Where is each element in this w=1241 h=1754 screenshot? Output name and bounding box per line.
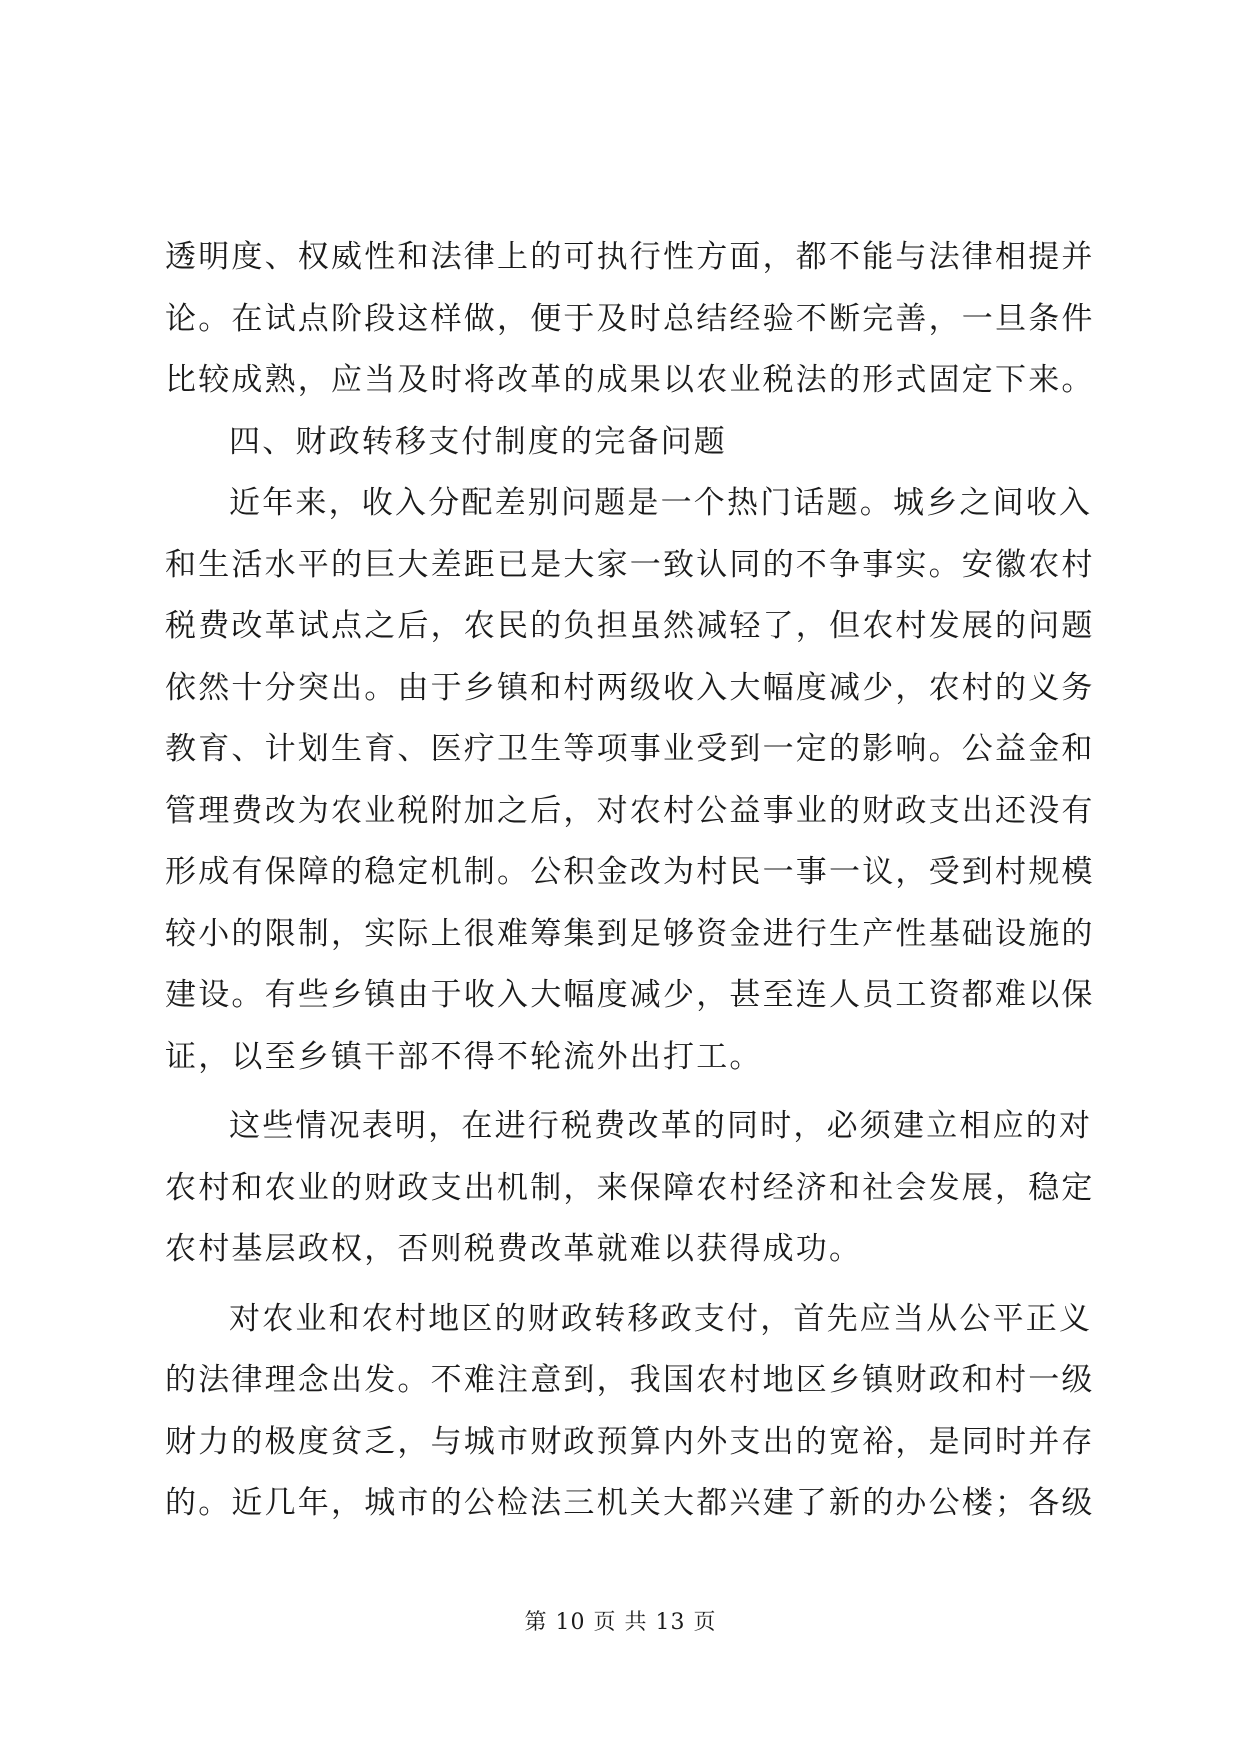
paragraph-continuation bbox=[165, 227, 1095, 412]
paragraph bbox=[165, 473, 1095, 1088]
text-line: 形成有保障的稳定机制。公积金改为村民一事一议，受到村规模 bbox=[165, 854, 1095, 890]
text-line: 农村和农业的财政支出机制，来保障农村经济和社会发展，稳定 bbox=[165, 1169, 1095, 1206]
text-line: 管理费改为农业税附加之后，对农村公益事业的财政支出还没有 bbox=[165, 792, 1095, 829]
text-line: 税费改革试点之后，农民的负担虽然减轻了，但农村发展的问题 bbox=[165, 608, 1095, 644]
text-line: 财力的极度贫乏，与城市财政预算内外支出的宽裕，是同时并存 bbox=[165, 1423, 1095, 1460]
text-line: 对农业和农村地区的财政转移政支付，首先应当从公平正义 bbox=[229, 1300, 1093, 1337]
paragraph bbox=[165, 1096, 1095, 1281]
text-line: 较小的限制，实际上很难筹集到足够资金进行生产性基础设施的 bbox=[165, 915, 1095, 952]
text-line: 的。近几年，城市的公检法三机关大都兴建了新的办公楼；各级 bbox=[165, 1485, 1095, 1521]
text-line: 依然十分突出。由于乡镇和村两级收入大幅度减少，农村的义务 bbox=[165, 669, 1095, 706]
page-footer bbox=[0, 1605, 1241, 1636]
heading-text: 四、财政转移支付制度的完备问题 bbox=[229, 423, 727, 460]
document-body bbox=[165, 227, 1095, 1535]
text-line: 近年来，收入分配差别问题是一个热门话题。城乡之间收入 bbox=[229, 485, 1093, 521]
text-line: 的法律理念出发。不难注意到，我国农村地区乡镇财政和村一级 bbox=[165, 1362, 1095, 1398]
text-line: 论。在试点阶段这样做，便于及时总结经验不断完善，一旦条件 bbox=[165, 300, 1095, 337]
section-heading bbox=[165, 412, 1085, 474]
text-line: 农村基层政权，否则税费改革就难以获得成功。 bbox=[165, 1231, 863, 1267]
text-line: 教育、计划生育、医疗卫生等项事业受到一定的影响。公益金和 bbox=[165, 731, 1095, 767]
text-line: 和生活水平的巨大差距已是大家一致认同的不争事实。安徽农村 bbox=[165, 546, 1095, 583]
text-line: 建设。有些乡镇由于收入大幅度减少，甚至连人员工资都难以保 bbox=[165, 977, 1095, 1013]
text-line: 透明度、权威性和法律上的可执行性方面，都不能与法律相提并 bbox=[165, 239, 1095, 275]
page-number-label: 第 10 页 共 13 页 bbox=[524, 1610, 717, 1635]
text-line: 这些情况表明，在进行税费改革的同时，必须建立相应的对 bbox=[229, 1108, 1093, 1144]
text-line: 比较成熟，应当及时将改革的成果以农业税法的形式固定下来。 bbox=[165, 362, 1095, 398]
paragraph bbox=[165, 1289, 1095, 1535]
text-line: 证，以至乡镇干部不得不轮流外出打工。 bbox=[165, 1038, 763, 1075]
